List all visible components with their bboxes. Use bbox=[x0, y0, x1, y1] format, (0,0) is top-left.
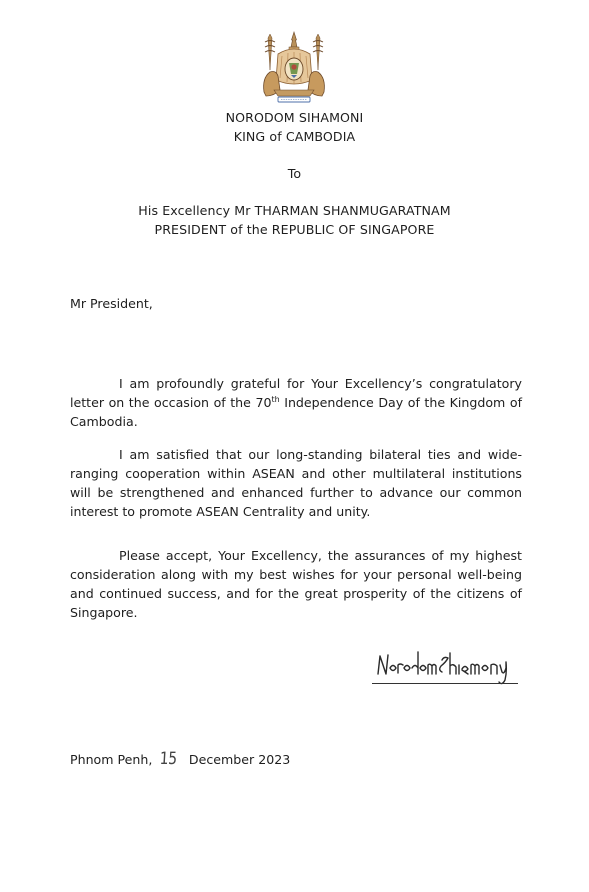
addressee-title: PRESIDENT of the REPUBLIC OF SINGAPORE bbox=[154, 222, 435, 237]
handwritten-day: 15 bbox=[159, 749, 178, 769]
body-paragraph-3-text: Please accept, Your Excellency, the assurances of my highest consideration along with my best wishes for your personal well-being and continued success, and for the great prosperity of the citizens of Singapore. bbox=[70, 548, 522, 620]
sender-title: KING of CAMBODIA bbox=[233, 129, 356, 144]
sender-name: NORODOM SIHAMONI bbox=[225, 110, 364, 125]
body-paragraph-2-text: I am satisfied that our long-standing bilateral ties and wide-ranging cooperation within ASEAN and other multilateral institutions will be strengthened and enhanced further to advance our common interest to promote ASEAN Centrality and unity. bbox=[70, 447, 522, 519]
salutation: Mr President, bbox=[70, 296, 153, 311]
royal-coat-of-arms-icon bbox=[258, 30, 330, 108]
body-paragraph-1-end: Independence Day of the Kingdom of Cambodia. bbox=[70, 395, 522, 429]
signature-underline bbox=[372, 683, 518, 684]
to-label: To bbox=[287, 166, 302, 181]
place: Phnom Penh, bbox=[70, 752, 153, 767]
body-paragraph-1 bbox=[70, 374, 522, 431]
body-paragraph-3 bbox=[70, 546, 522, 622]
month-year: December 2023 bbox=[188, 752, 291, 767]
body-paragraph-1-text: I am profoundly grateful for Your Excellency’s congratulatory letter on the occasion of the 70 bbox=[70, 376, 522, 410]
addressee-name: His Excellency Mr THARMAN SHANMUGARATNAM bbox=[138, 203, 451, 218]
body-paragraph-2 bbox=[70, 445, 522, 521]
ordinal-suffix: th bbox=[271, 394, 280, 404]
place-and-date bbox=[70, 750, 290, 769]
